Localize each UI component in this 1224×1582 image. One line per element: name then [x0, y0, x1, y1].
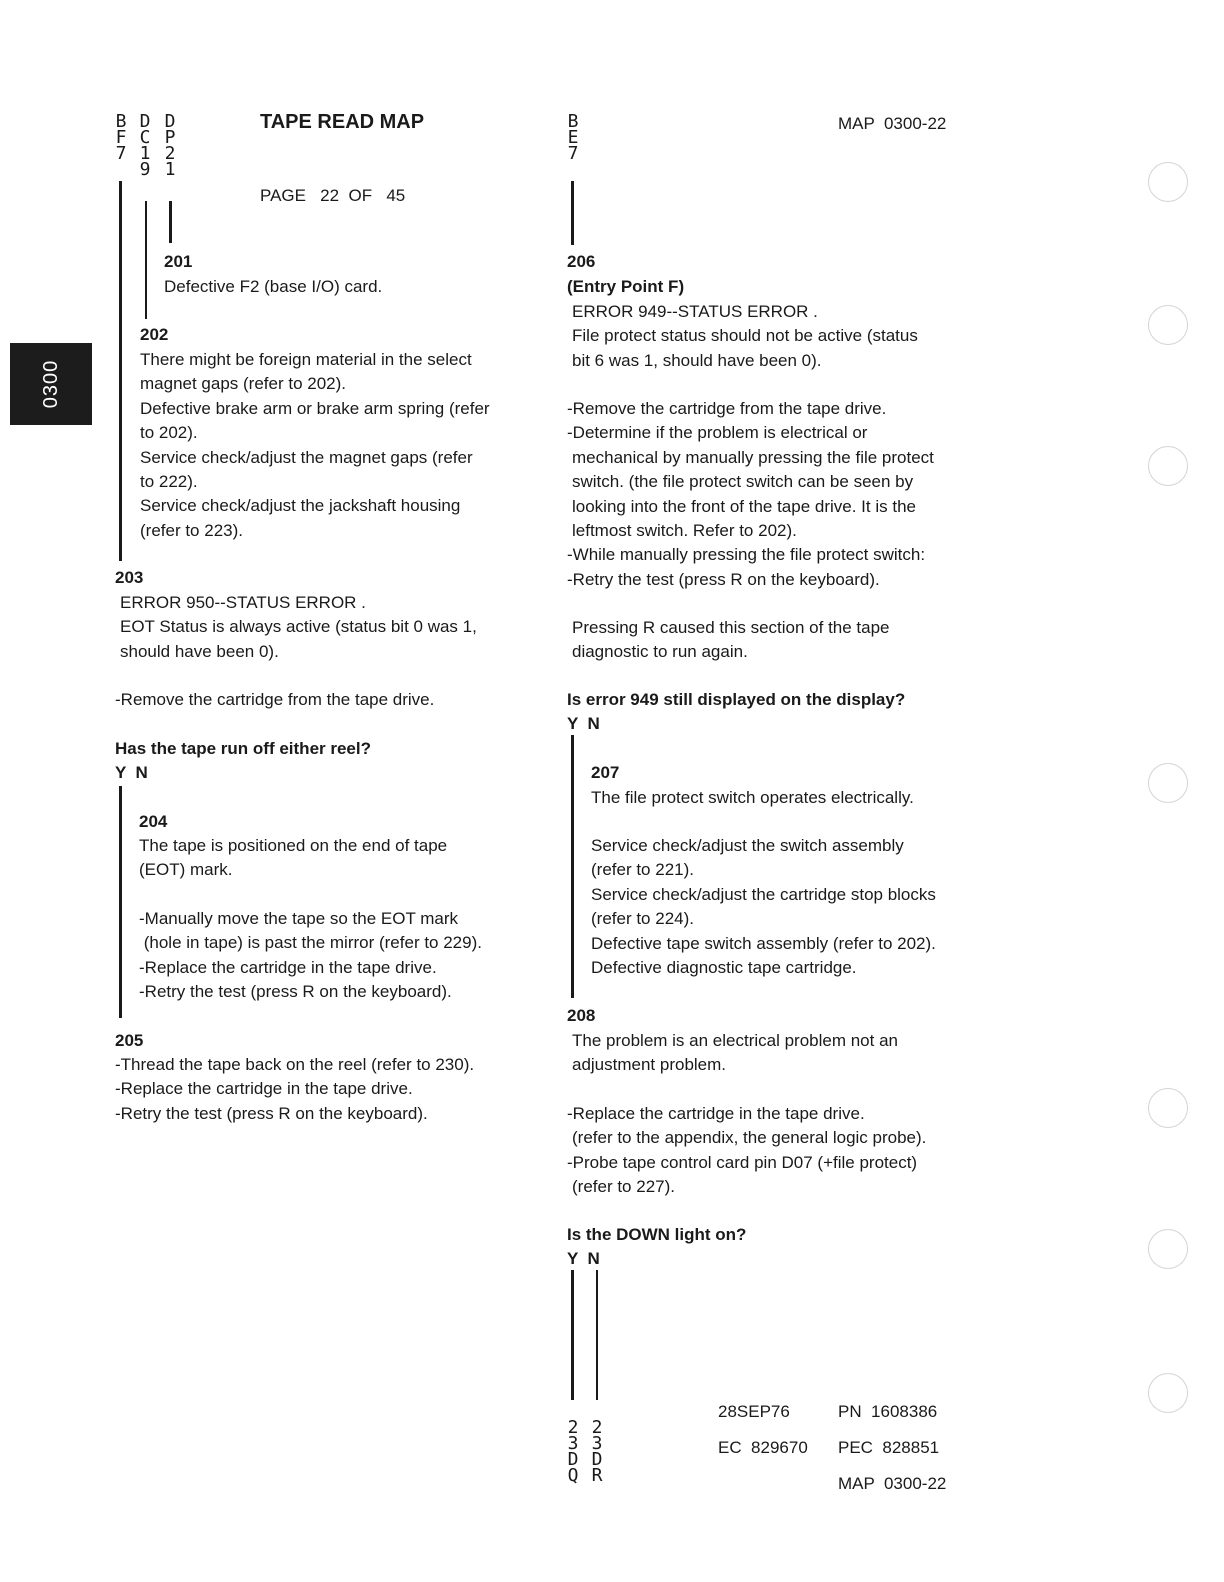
binder-hole [1148, 763, 1188, 803]
connector-char: 3 [567, 1433, 579, 1454]
text-line: (hole in tape) is past the mirror (refer to 229). [139, 933, 482, 953]
step-207-number: 207 [591, 763, 620, 782]
yes-no-label: Y N [567, 1249, 600, 1268]
step-205-number: 205 [115, 1031, 144, 1050]
connector-char: 2 [164, 143, 176, 164]
section-tab [10, 343, 92, 425]
connector-be7 [566, 111, 580, 164]
text-line: switch. (the file protect switch can be seen by [572, 472, 914, 492]
connector-char: D [164, 111, 176, 132]
connector-dp21 [163, 111, 177, 180]
text-line: The tape is positioned on the end of tape [139, 836, 448, 855]
step-204-number: 204 [139, 812, 168, 831]
binder-hole [1148, 305, 1188, 345]
connector-char: 2 [591, 1417, 603, 1438]
step-202-number: 202 [140, 325, 169, 344]
text-line: (refer to 221). [591, 860, 694, 880]
text-line: -Retry the test (press R on the keyboard). [115, 1103, 428, 1123]
text-line: Service check/adjust the switch assembly [591, 836, 904, 855]
page-label: PAGE [260, 186, 306, 205]
text-line: Pressing R caused this section of the tape [572, 618, 890, 637]
footer-part-number: PN 1608386 [838, 1402, 938, 1421]
yes-no-label: Y N [115, 763, 148, 782]
text-line: -Thread the tape back on the reel (refer to 230). [115, 1055, 475, 1074]
text-line: Defective diagnostic tape cartridge. [591, 958, 857, 978]
text-line: -While manually pressing the file protect switch: [567, 545, 926, 565]
text-line: adjustment problem. [572, 1055, 727, 1075]
binder-hole [1148, 162, 1188, 202]
connector-char: D [139, 111, 151, 132]
connector-char: Q [567, 1465, 579, 1486]
text-line: -Retry the test (press R on the keyboard). [139, 982, 452, 1002]
flow-line [571, 181, 574, 245]
text-line: mechanical by manually pressing the file protect [572, 447, 934, 467]
text-line: (refer to 227). [572, 1177, 675, 1197]
text-line: File protect status should not be active (status [572, 326, 918, 346]
page-title: TAPE READ MAP [260, 111, 425, 133]
footer-date: 28SEP76 [718, 1402, 790, 1421]
text-line: Service check/adjust the cartridge stop blocks [591, 884, 936, 904]
step-206-note [572, 616, 890, 665]
connector-char: 2 [567, 1417, 579, 1438]
text-line: looking into the front of the tape drive. It is the [572, 496, 916, 516]
binder-hole [1148, 1229, 1188, 1269]
connector-char: B [115, 111, 127, 132]
step-208-body [572, 1029, 898, 1078]
connector-char: 3 [591, 1433, 603, 1454]
text-line: -Replace the cartridge in the tape drive. [115, 1079, 413, 1099]
connector-23dq [566, 1417, 580, 1486]
binder-hole [1148, 446, 1188, 486]
connector-char: P [164, 127, 176, 148]
text-line: to 222). [140, 472, 198, 492]
page-total: 45 [386, 186, 406, 205]
text-line: bit 6 was 1, should have been 0). [572, 350, 822, 370]
connector-char: D [591, 1449, 603, 1470]
step-204-actions [139, 907, 482, 1005]
yes-no-label: Y N [567, 714, 600, 733]
step-204-body [139, 834, 447, 883]
text-line: (refer to 224). [591, 909, 694, 929]
question-error-949: Is error 949 still displayed on the display? [567, 690, 906, 709]
flow-line [571, 735, 574, 998]
connector-char: E [567, 127, 579, 148]
text-line: should have been 0). [120, 641, 279, 661]
text-line: -Remove the cartridge from the tape drive. [567, 399, 887, 418]
connector-char: D [567, 1449, 579, 1470]
text-line: ERROR 949--STATUS ERROR . [572, 302, 818, 321]
connector-char: R [591, 1465, 603, 1486]
flow-line [169, 201, 172, 243]
question-tape-run-off: Has the tape run off either reel? [115, 739, 371, 758]
text-line: -Replace the cartridge in the tape drive. [139, 957, 437, 977]
flow-line [571, 1270, 574, 1400]
binder-hole [1148, 1373, 1188, 1413]
text-line: diagnostic to run again. [572, 642, 748, 662]
connector-char: 9 [139, 159, 151, 180]
connector-char: B [567, 111, 579, 132]
page-indicator [260, 184, 405, 208]
connector-dc19 [138, 111, 152, 180]
text-line: (refer to the appendix, the general logic probe). [572, 1128, 927, 1148]
text-line: Defective tape switch assembly (refer to 202). [591, 933, 936, 953]
section-tab-label: 0300 [39, 359, 62, 409]
page-of: OF [348, 186, 373, 205]
flow-line [145, 201, 147, 319]
binder-hole [1148, 1088, 1188, 1128]
text-line: -Replace the cartridge in the tape drive. [567, 1104, 865, 1123]
connector-char: F [115, 127, 127, 148]
step-201-number: 201 [164, 252, 193, 271]
connector-char: 1 [164, 159, 176, 180]
step-208-number: 208 [567, 1006, 596, 1025]
map-id-header: MAP 0300-22 [838, 114, 947, 133]
connector-bf7 [114, 111, 128, 164]
text-line: ERROR 950--STATUS ERROR . [120, 593, 366, 612]
text-line: to 202). [140, 423, 198, 443]
text-line: (refer to 223). [140, 520, 243, 540]
step-207-text: The file protect switch operates electrically. [591, 788, 914, 807]
text-line: -Retry the test (press R on the keyboard). [567, 569, 880, 589]
flow-line [119, 786, 122, 1018]
footer-pec-number: PEC 828851 [838, 1438, 940, 1457]
connector-char: C [139, 127, 151, 148]
text-line: Defective brake arm or brake arm spring (refer [140, 398, 490, 418]
step-203-number: 203 [115, 568, 144, 587]
text-line: (EOT) mark. [139, 860, 233, 880]
text-line: There might be foreign material in the select [140, 350, 472, 369]
step-203-action: -Remove the cartridge from the tape drive. [115, 690, 435, 709]
step-206-number: 206 [567, 252, 596, 271]
text-line: leftmost switch. Refer to 202). [572, 521, 797, 541]
flow-line [596, 1270, 598, 1400]
entry-point-label: (Entry Point F) [567, 277, 685, 296]
text-line: Service check/adjust the magnet gaps (refer [140, 447, 473, 467]
connector-char: 1 [139, 143, 151, 164]
text-line: The problem is an electrical problem not an [572, 1031, 898, 1050]
footer-map-id: MAP 0300-22 [838, 1474, 947, 1493]
page-number: 22 [320, 186, 340, 205]
step-203-body [120, 591, 477, 664]
flow-line [119, 181, 122, 561]
connector-char: 7 [567, 143, 579, 164]
text-line: -Determine if the problem is electrical or [567, 423, 868, 443]
step-206-actions [567, 397, 934, 592]
text-line: magnet gaps (refer to 202). [140, 374, 347, 394]
step-201-text: Defective F2 (base I/O) card. [164, 277, 383, 296]
text-line: -Probe tape control card pin D07 (+file protect) [567, 1152, 918, 1172]
step-207-actions [591, 834, 936, 980]
step-202-body [140, 348, 490, 543]
text-line: Service check/adjust the jackshaft housing [140, 496, 461, 516]
text-line: EOT Status is always active (status bit 0 was 1, [120, 617, 477, 637]
text-line: -Manually move the tape so the EOT mark [139, 909, 459, 928]
step-208-actions [567, 1102, 926, 1200]
question-down-light: Is the DOWN light on? [567, 1225, 747, 1244]
connector-23dr [590, 1417, 604, 1486]
footer-ec-number: EC 829670 [718, 1438, 808, 1457]
step-206-body [572, 300, 918, 373]
connector-char: 7 [115, 143, 127, 164]
step-205-body [115, 1053, 474, 1126]
